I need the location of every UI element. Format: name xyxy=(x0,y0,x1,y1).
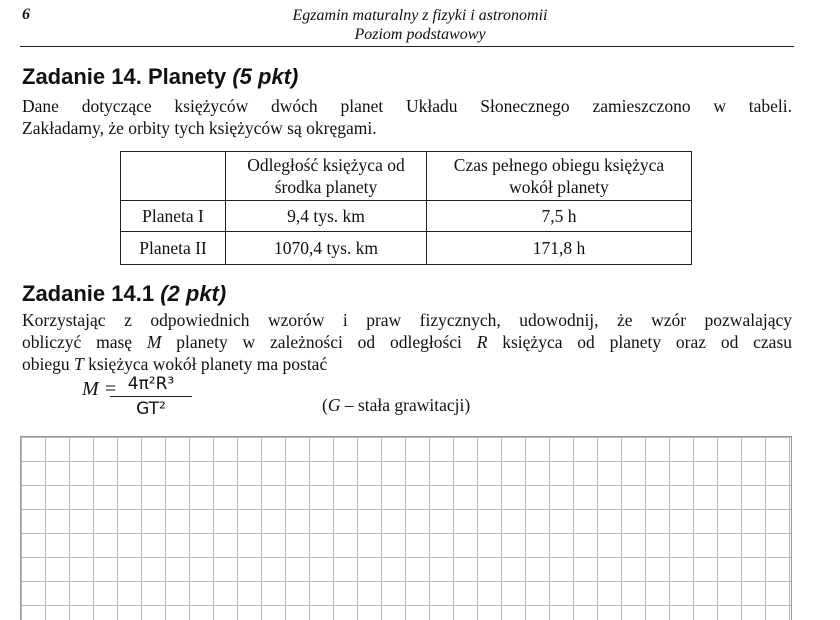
table-cell-period: 171,8 h xyxy=(427,232,692,265)
task-14-1-text-line: obiegu T księżyca wokół planety ma postać xyxy=(22,354,328,374)
task-14-intro xyxy=(22,95,792,139)
task-14-1-title xyxy=(22,281,226,307)
task-14-1-points: (2 pkt) xyxy=(160,281,227,306)
task-14-intro-line: Dane dotyczące księżyców dwóch planet Układu Słonecznego zamieszczono w tabeli. xyxy=(22,96,792,116)
table-row xyxy=(121,232,692,265)
table-header-cell-period xyxy=(427,152,692,201)
table-cell-planet: Planeta I xyxy=(121,201,226,232)
header-rule xyxy=(20,46,794,47)
formula-fraction xyxy=(110,374,192,419)
header-level: Poziom podstawowy xyxy=(354,26,486,43)
task-14-title-text: Zadanie 14. Planety xyxy=(22,64,227,89)
page-number: 6 xyxy=(22,6,30,23)
formula-denominator: GT² xyxy=(136,399,166,419)
formula-numerator: 4π²R³ xyxy=(110,374,192,397)
formula-lhs-text: M = xyxy=(82,378,118,400)
table-header-row xyxy=(121,152,692,201)
header-line: środka planety xyxy=(274,177,378,197)
table-cell-planet: Planeta II xyxy=(121,232,226,265)
table-cell-distance: 9,4 tys. km xyxy=(226,201,427,232)
table-row xyxy=(121,201,692,232)
header-line: Odległość księżyca od xyxy=(247,155,405,175)
task-14-points: (5 pkt) xyxy=(232,64,299,89)
answer-grid[interactable] xyxy=(20,436,792,620)
header-line: Czas pełnego obiegu księżyca xyxy=(453,155,665,175)
task-14-1-title-text: Zadanie 14.1 xyxy=(22,281,155,306)
task-14-1-text xyxy=(22,309,792,375)
table-header-cell-empty xyxy=(121,152,226,201)
header-exam-title: Egzamin maturalny z fizyki i astronomii xyxy=(292,7,548,24)
task-14-1-text-line: obliczyć masę M planety w zależności od odległości R księżyca od planety oraz od czasu xyxy=(22,332,793,352)
header-line: wokół planety xyxy=(509,177,609,197)
moons-data-table xyxy=(120,151,692,265)
table-header-cell-distance xyxy=(226,152,427,201)
task-14-1-text-line: Korzystając z odpowiednich wzorów i praw fizycznych, udowodnij, że wzór pozwalający xyxy=(22,310,792,330)
table-cell-period: 7,5 h xyxy=(427,201,692,232)
table-cell-distance: 1070,4 tys. km xyxy=(226,232,427,265)
page-header xyxy=(230,6,610,44)
task-14-intro-line: Zakładamy, że orbity tych księżyców są okręgami. xyxy=(22,118,377,138)
gravitational-constant-note: (G – stała grawitacji) xyxy=(322,395,471,415)
task-14-title xyxy=(22,64,298,90)
